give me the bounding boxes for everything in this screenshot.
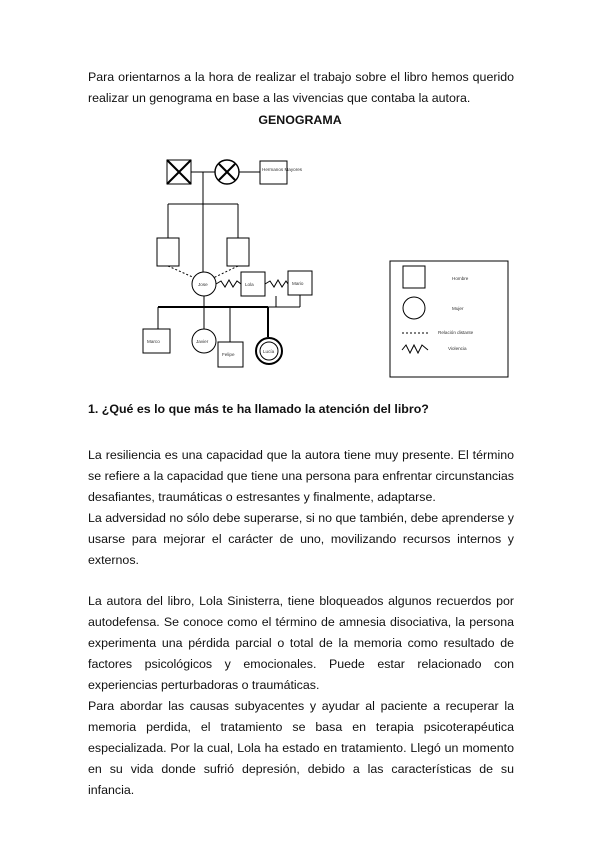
- paragraph-adversidad: La adversidad no sólo debe superarse, si no que también, debe aprenderse y usarse para mejorar el carácter de uno, movilizando recursos internos y externos.: [88, 511, 514, 567]
- older-siblings-label: Hermanos Mayores: [262, 167, 303, 172]
- felipe-label: Felipe: [222, 352, 235, 357]
- paragraph-amnesia: La autora del libro, Lola Sinisterra, tiene bloqueados algunos recuerdos por autodefensa. Se conoce como el término de amnesia disociativa, la persona experimenta una pérdida parcial o total de la memoria como resultado de factores psicológicos y emocionales. Puede estar relacionado con experiencias perturbadoras o traumáticas.: [88, 594, 514, 692]
- parent-left-square: [157, 238, 179, 266]
- question-1-heading: 1. ¿Qué es lo que más te ha llamado la atención del libro?: [88, 402, 429, 416]
- legend-distant: Relación distante: [438, 330, 474, 335]
- jose-label: Jose: [198, 282, 208, 287]
- paragraph-resiliencia: La resiliencia es una capacidad que la autora tiene muy presente. El término se refiere a la capacidad que tiene una persona para enfrentar circunstancias desafiantes, traumáticas o estresantes y finalmente, adaptarse.: [88, 448, 514, 504]
- parent-right-square: [227, 238, 249, 266]
- lucia-label: Lucía: [263, 349, 275, 354]
- marco-label: Marco: [147, 339, 160, 344]
- lola-label: Lola: [245, 282, 254, 287]
- legend-mujer: Mujer: [452, 306, 464, 311]
- paragraph-tratamiento: Para abordar las causas subyacentes y ayudar al paciente a recuperar la memoria perdida, el tratamiento se basa en terapia psicoterapéutica especializada. Por la cual, Lola ha estado en tratamiento. Llegó un momento en su vida donde sufrió depresión, debido a las características de su infancia.: [88, 699, 514, 797]
- legend-hombre: Hombre: [452, 276, 469, 281]
- legend-box: [390, 261, 508, 377]
- javier-label: Javier: [196, 339, 209, 344]
- genogram-title: GENOGRAMA: [258, 113, 342, 127]
- mario-label: Mario: [292, 281, 304, 286]
- legend-violence: Violencia: [448, 346, 467, 351]
- older-siblings-box: [260, 161, 287, 184]
- intro-paragraph: Para orientarnos a la hora de realizar el trabajo sobre el libro hemos querido realizar un genograma en base a las vivencias que contaba la autora.: [88, 70, 514, 105]
- genogram-diagram: [0, 140, 600, 390]
